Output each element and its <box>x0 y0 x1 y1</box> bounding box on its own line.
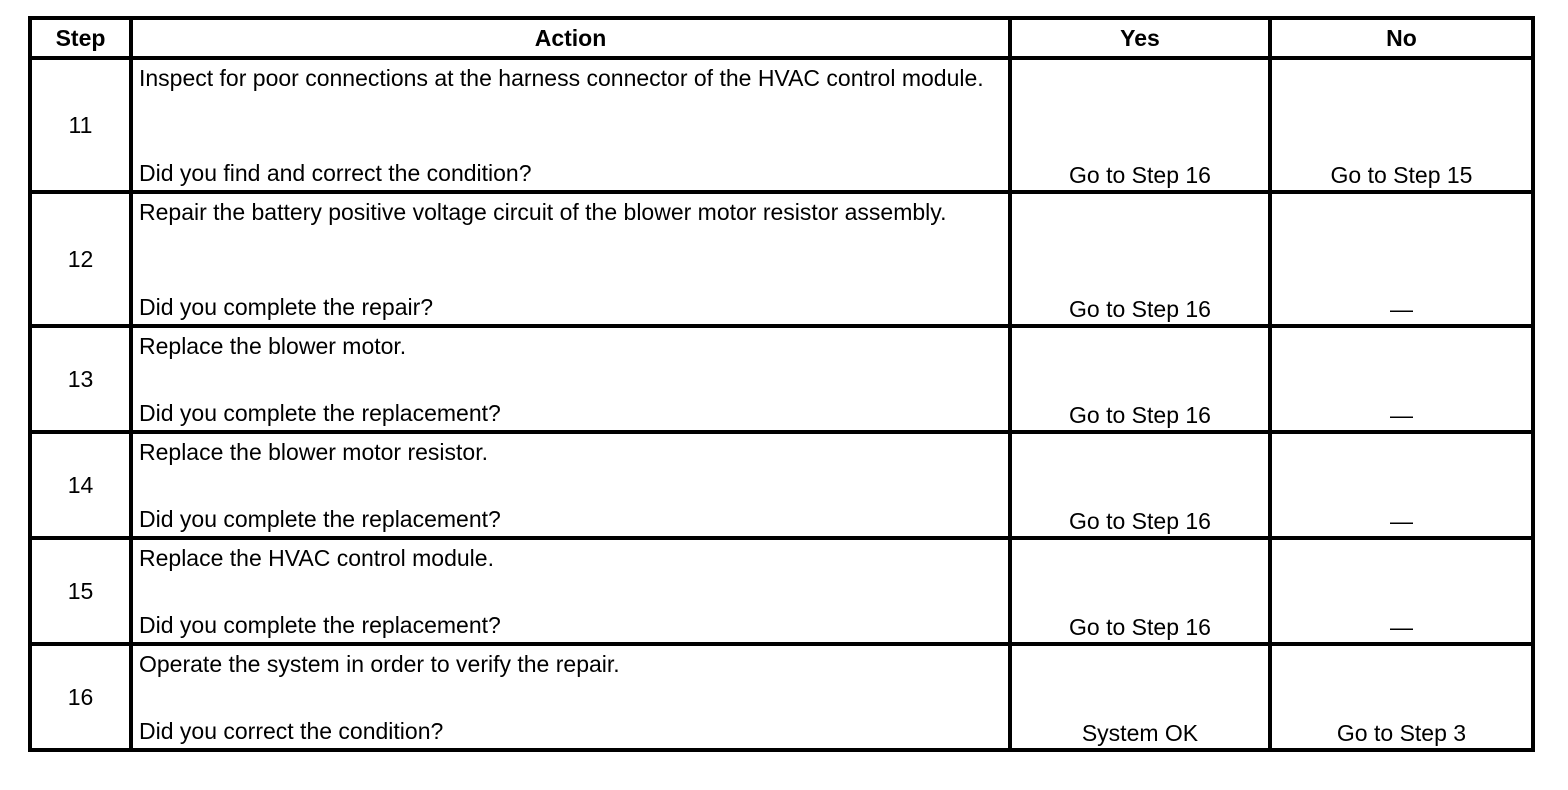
action-cell <box>131 192 1010 326</box>
action-instruction: Operate the system in order to verify the repair. <box>139 651 620 677</box>
action-cell <box>131 326 1010 432</box>
header-step: Step <box>30 18 131 58</box>
action-cell <box>131 644 1010 750</box>
action-question: Did you complete the replacement? <box>139 400 501 426</box>
yes-result: Go to Step 16 <box>1010 432 1270 538</box>
action-question: Did you complete the replacement? <box>139 612 501 638</box>
header-action: Action <box>131 18 1010 58</box>
yes-result: Go to Step 16 <box>1010 538 1270 644</box>
no-result: Go to Step 3 <box>1270 644 1533 750</box>
header-yes: Yes <box>1010 18 1270 58</box>
step-number: 15 <box>30 538 131 644</box>
table-row <box>30 58 1533 192</box>
action-question: Did you find and correct the condition? <box>139 160 532 186</box>
yes-result: Go to Step 16 <box>1010 326 1270 432</box>
step-number: 14 <box>30 432 131 538</box>
no-result: Go to Step 15 <box>1270 58 1533 192</box>
yes-result: System OK <box>1010 644 1270 750</box>
no-result: — <box>1270 538 1533 644</box>
action-instruction: Replace the HVAC control module. <box>139 545 494 571</box>
step-number: 13 <box>30 326 131 432</box>
table-row <box>30 326 1533 432</box>
no-result: — <box>1270 326 1533 432</box>
step-number: 11 <box>30 58 131 192</box>
table-row <box>30 538 1533 644</box>
action-cell <box>131 432 1010 538</box>
step-number: 16 <box>30 644 131 750</box>
action-cell <box>131 58 1010 192</box>
no-result: — <box>1270 192 1533 326</box>
table-row <box>30 644 1533 750</box>
action-instruction: Repair the battery positive voltage circuit of the blower motor resistor assembly. <box>139 199 947 225</box>
action-question: Did you correct the condition? <box>139 718 444 744</box>
action-instruction: Replace the blower motor. <box>139 333 407 359</box>
header-no: No <box>1270 18 1533 58</box>
action-instruction: Inspect for poor connections at the harness connector of the HVAC control module. <box>139 65 984 91</box>
step-number: 12 <box>30 192 131 326</box>
yes-result: Go to Step 16 <box>1010 58 1270 192</box>
action-question: Did you complete the replacement? <box>139 506 501 532</box>
yes-result: Go to Step 16 <box>1010 192 1270 326</box>
table-row <box>30 432 1533 538</box>
table-row <box>30 192 1533 326</box>
header-row <box>30 18 1533 58</box>
no-result: — <box>1270 432 1533 538</box>
action-cell <box>131 538 1010 644</box>
diagnostic-table <box>28 16 1535 752</box>
action-instruction: Replace the blower motor resistor. <box>139 439 488 465</box>
action-question: Did you complete the repair? <box>139 294 434 320</box>
